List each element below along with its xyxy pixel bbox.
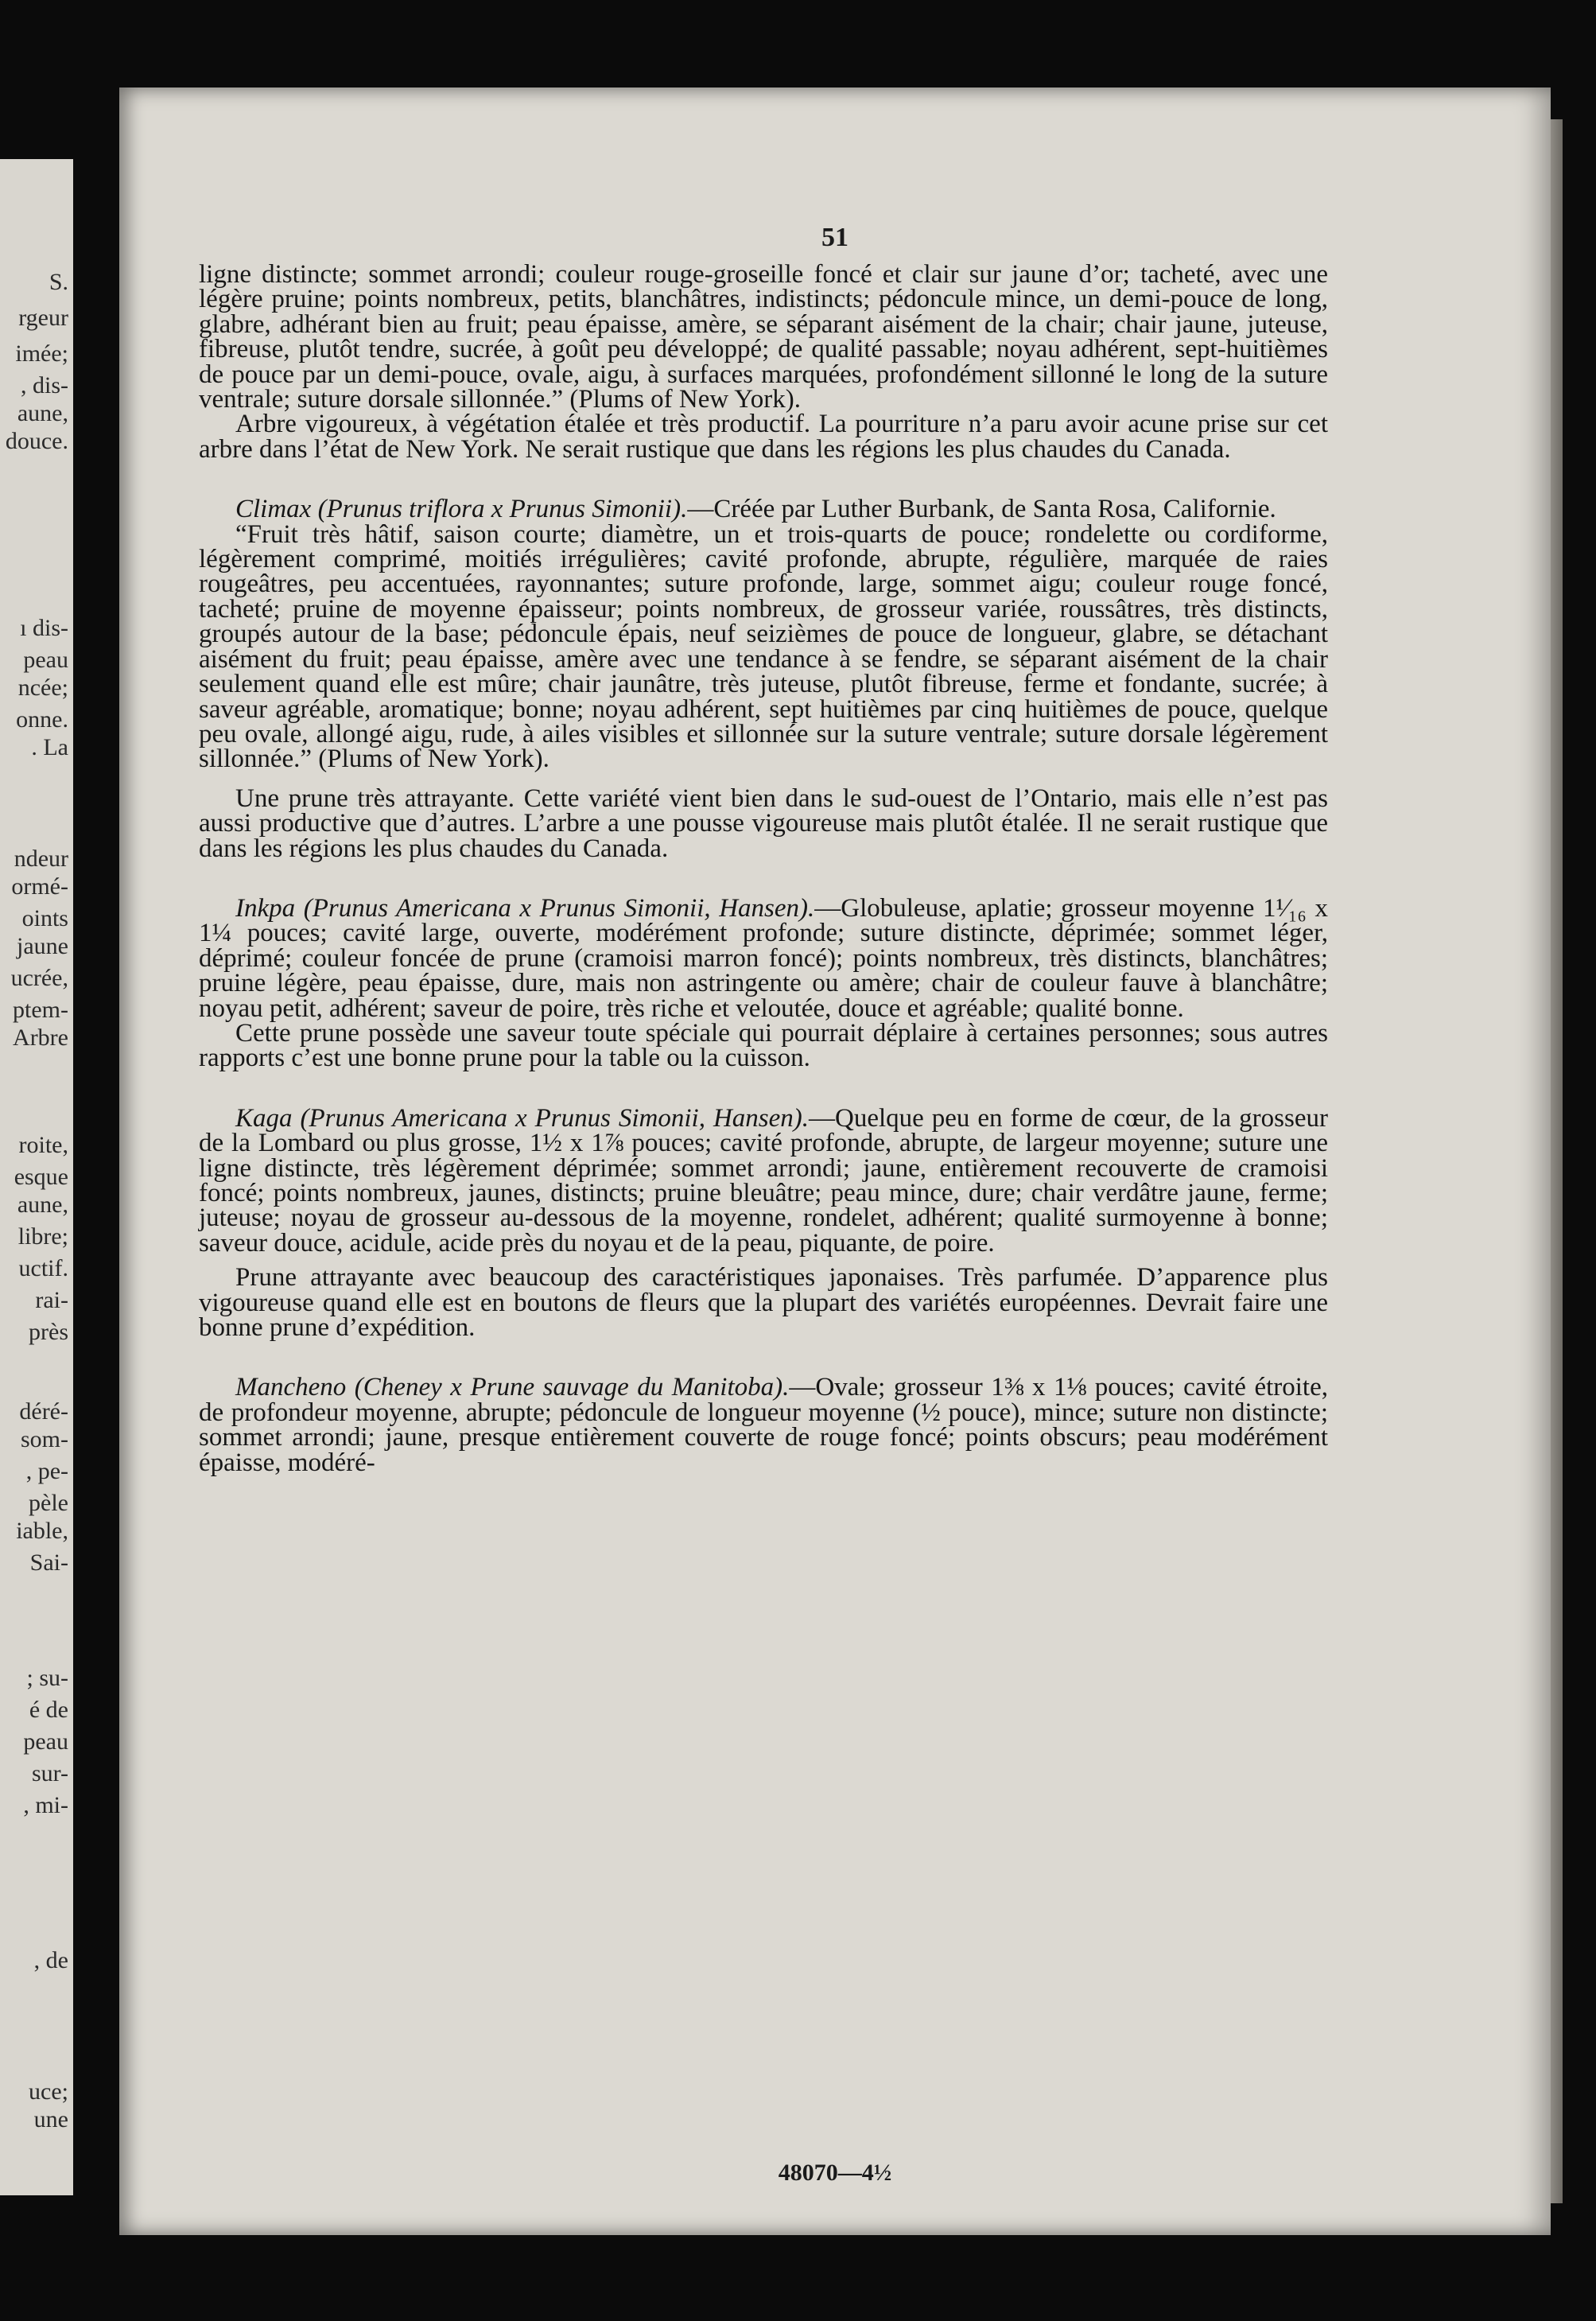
adjacent-page-fragment: , pe-	[25, 1458, 68, 1484]
adjacent-page-fragment: , mi-	[23, 1792, 68, 1818]
variety-title: Kaga (Prunus Americana x Prunus Simonii, Hansen).	[235, 1103, 810, 1133]
variety-title: Inkpa (Prunus Americana x Prunus Simonii, Hansen).	[235, 893, 815, 923]
adjacent-page-fragment: aune,	[17, 400, 68, 426]
adjacent-page-fragment: , de	[33, 1947, 68, 1973]
paragraph-text: —Créée par Luther Burbank, de Santa Rosa, Californie.	[687, 495, 1276, 524]
adjacent-page-fragment: ormé-	[11, 873, 68, 900]
adjacent-page-fragment: déré-	[19, 1398, 68, 1425]
paragraph	[199, 783, 1328, 863]
adjacent-page-fragment: ncée;	[17, 675, 68, 701]
paragraph	[199, 262, 1328, 412]
adjacent-page-fragment: une	[33, 2106, 68, 2132]
paragraph-text: —Globuleuse, aplatie; grosseur moyenne 1¹⁄₁₆ x 1¼ pouces; cavité large, ouverte, modérément profonde; suture distincte, déprimée; sommet léger, déprimé; couleur foncée de prune (cramoisi marron foncé); points nombreux, très distincts, blanchâtres; pruine légère, peau épaisse, dure, mais non astringente ou amère; chair de couleur fauve à blanchâtre; noyau petit, adhérent; saveur de poire, très riche et veloutée, douce et agréable; qualité bonne.	[199, 893, 1328, 1023]
paragraph	[199, 1263, 1328, 1343]
adjacent-page-fragment: douce.	[5, 428, 68, 454]
paragraph-text: Arbre vigoureux, à végétation étalée et très productif. La pourriture n’a paru avoir acune prise sur cet arbre dans l’état de New York. Ne serait rustique que dans les régions les plus chaudes du Canada.	[199, 410, 1328, 464]
adjacent-page-fragment: roite,	[18, 1132, 68, 1158]
adjacent-page-fragment: ptem-	[13, 997, 68, 1023]
adjacent-page-fragment: ; su-	[26, 1665, 68, 1691]
adjacent-page-fragment: jaune	[17, 933, 68, 959]
adjacent-page-fragment: aune,	[17, 1192, 68, 1218]
adjacent-page-fragment: uce;	[29, 2078, 68, 2105]
adjacent-page-edge	[0, 159, 73, 2195]
paragraph-text: —Quelque peu en forme de cœur, de la grosseur de la Lombard ou plus grosse, 1½ x 1⅞ pouces; cavité profonde, abrupte, de largeur moyenne; suture une ligne distincte, très légèrement déprimée; sommet arrondi; jaune, entièrement recouverte de cramoisi foncé; points nombreux, jaunes, distincts; pruine bleuâtre; peau mince, dure; chair verdâtre jaune, ferme; juteuse; noyau de grosseur au-dessous de la moyenne, rondelet, adhérent; qualité surmoyenne à bonne; saveur douce, acidule, acide près du noyau et de la peau, piquante, de poire.	[199, 1103, 1328, 1258]
page-body	[199, 262, 1328, 1475]
paragraph-text: —Ovale; grosseur 1⅜ x 1⅛ pouces; cavité étroite, de profondeur moyenne, abrupte; pédoncule de longueur moyenne (½ pouce), mince; suture non distincte; sommet arrondi; jaune, presque entièrement couverte de rouge foncé; points obscurs; peau modérément épaisse, modéré-	[199, 1373, 1328, 1477]
paragraph	[199, 519, 1328, 774]
paragraph-text: ligne distincte; sommet arrondi; couleur rouge-groseille foncé et clair sur jaune d’or; tacheté, avec une légère pruine; points nombreux, petits, blanchâtres, indistincts; pédoncule mince, un demi-pouce de long, glabre, adhérant bien au fruit; peau épaisse, amère, se séparant aisément de la chair; chair jaune, juteuse, fibreuse, plutôt tendre, sucrée, à goût peu développé; de qualité passable; noyau adhérent, sept-huitièmes de pouce par un demi-pouce, ovale, aigu, à surfaces marquées, profondément sillonné le long de la suture ventrale; suture dorsale sillonnée.” (Plums of New York).	[199, 260, 1328, 414]
adjacent-page-fragment: peau	[23, 1728, 68, 1755]
adjacent-page-fragment: Sai-	[29, 1549, 68, 1576]
adjacent-page-fragment: uctif.	[18, 1255, 68, 1281]
variety-entry-inkpa	[199, 893, 1328, 1023]
paragraph-text: Une prune très attrayante. Cette variété vient bien dans le sud-ouest de l’Ontario, mais elle n’est pas aussi productive que d’autres. L’arbre a une pousse vigoureuse mais plutôt étalée. Il ne serait rustique que dans les régions les plus chaudes du Canada.	[199, 783, 1328, 863]
adjacent-page-fragment: , dis-	[21, 372, 68, 398]
adjacent-page-fragment: Arbre	[13, 1024, 68, 1051]
adjacent-page-fragment: ndeur	[14, 846, 68, 872]
variety-entry-climax	[199, 497, 1328, 522]
adjacent-page-fragment: esque	[14, 1164, 68, 1190]
adjacent-page-fragment: près	[29, 1319, 68, 1345]
adjacent-page-fragment: peau	[23, 647, 68, 673]
adjacent-page-fragment: pèle	[29, 1490, 68, 1516]
adjacent-page-fragment: iable,	[16, 1518, 68, 1544]
adjacent-page-fragment: libre;	[17, 1223, 68, 1250]
adjacent-page-fragment: imée;	[15, 340, 68, 367]
paragraph-text: “Fruit très hâtif, saison courte; diamètre, un et trois-quarts de pouce; rondelette ou cordiforme, légèrement comprimé, moitiés irrégulières; cavité profonde, abrupte, régulière, marquée de raies rougeâtres, peu accentuées, rayonnantes; suture profonde, large, sommet aigu; couleur rouge foncé, tacheté; pruine de moyenne épaisseur; points nombreux, de grosseur variée, roussâtres, très distincts, groupés autour de la base; pédoncule épais, neuf seizièmes de pouce de longueur, glabre, se détachant aisément du fruit; peau épaisse, amère avec une tendance à se fendre, se séparant aisément de la chair seulement quand elle est mûre; chair jaunâtre, très juteuse, plutôt fibreuse, ferme et fondante, sucrée; à saveur agréable, aromatique; bonne; noyau adhérent, sept huitièmes par cinq huitièmes de pouce, quelque peu ovale, allongé aigu, rude, à ailes visibles et sillonnée sur la suture ventrale; suture dorsale légèrement sillonnée.” (Plums of New York).	[199, 519, 1328, 774]
adjacent-page-fragment: sur-	[31, 1760, 68, 1786]
paragraph	[199, 412, 1328, 462]
adjacent-page-fragment: som-	[21, 1426, 68, 1452]
adjacent-page-fragment: rgeur	[18, 305, 68, 331]
adjacent-page-fragment: onne.	[16, 706, 68, 733]
adjacent-page-fragment: . La	[31, 734, 68, 760]
variety-entry-kaga	[199, 1103, 1328, 1258]
adjacent-page-fragment: oints	[21, 905, 68, 931]
paragraph-text: Prune attrayante avec beaucoup des caractéristiques japonaises. Très parfumée. D’apparence plus vigoureuse quand elle est en boutons de fleurs que la plupart des variétés européennes. Devrait faire une bonne prune d’expédition.	[199, 1263, 1328, 1343]
adjacent-page-fragment: ucrée,	[10, 965, 68, 991]
footer-code: 48070—4½	[778, 2160, 892, 2186]
adjacent-page-fragment: ı dis-	[20, 615, 68, 641]
adjacent-page-fragment: S.	[49, 269, 68, 295]
paragraph	[199, 1018, 1328, 1073]
page-number: 51	[821, 223, 848, 252]
variety-title: Mancheno (Cheney x Prune sauvage du Manitoba).	[235, 1373, 790, 1402]
paragraph-text: Cette prune possède une saveur toute spéciale qui pourrait déplaire à certaines personnes; sous autres rapports c’est une bonne prune pour la table ou la cuisson.	[199, 1018, 1328, 1073]
adjacent-page-fragment: rai-	[35, 1287, 68, 1313]
variety-entry-mancheno	[199, 1375, 1328, 1475]
variety-title: Climax (Prunus triflora x Prunus Simonii).	[235, 495, 688, 524]
adjacent-page-fragment: é de	[29, 1697, 68, 1723]
